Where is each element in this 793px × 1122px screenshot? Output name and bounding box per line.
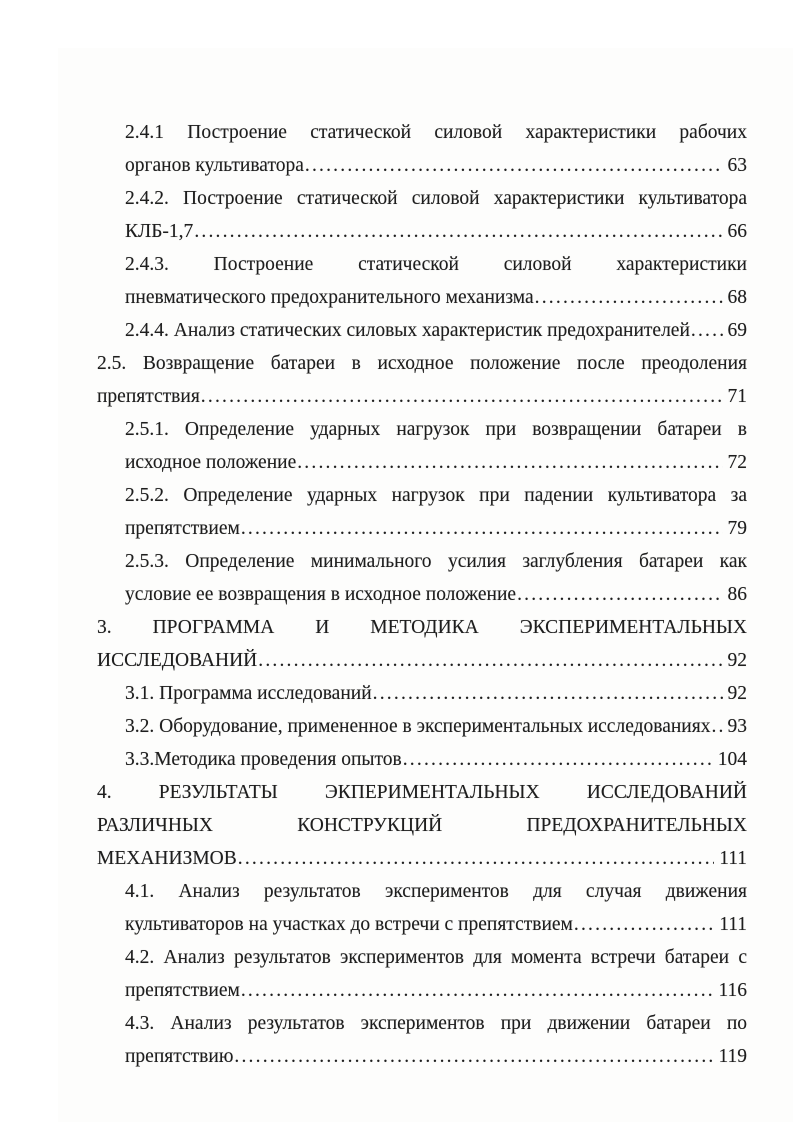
toc-entry-title: ИССЛЕДОВАНИЙ — [97, 650, 258, 671]
page-number: 111 — [719, 848, 747, 869]
toc-entry-title: препятствия — [97, 386, 200, 407]
toc-entry-final-line — [97, 380, 747, 413]
toc-list — [58, 48, 793, 1073]
dot-leader — [305, 149, 723, 182]
toc-entry-final-line — [125, 677, 747, 710]
dot-leader — [373, 677, 723, 710]
toc-entry-title: препятствием — [125, 980, 240, 1001]
page-number: 92 — [727, 683, 747, 704]
dot-leader — [258, 644, 722, 677]
page-number: 104 — [717, 749, 747, 770]
page-number: 71 — [727, 386, 747, 407]
toc-entry-text-line: 2.5.2. Определение ударных нагрузок при падении культиватора за — [125, 485, 747, 506]
toc-entry — [97, 347, 747, 413]
toc-entry-title: органов культиватора — [125, 155, 304, 176]
dot-leader — [234, 1040, 713, 1073]
toc-entry — [125, 413, 747, 479]
toc-entry — [125, 1007, 747, 1073]
dot-leader — [241, 974, 714, 1007]
toc-entry-text-line: РАЗЛИЧНЫХ КОНСТРУКЦИЙ ПРЕДОХРАНИТЕЛЬНЫХ — [97, 815, 747, 836]
toc-entry-final-line — [125, 215, 747, 248]
toc-entry-final-line — [125, 314, 747, 347]
toc-entry-final-line — [125, 446, 747, 479]
page-number: 111 — [719, 914, 747, 935]
page-number: 93 — [727, 716, 747, 737]
page-number: 72 — [727, 452, 747, 473]
toc-entry — [97, 776, 747, 875]
toc-entry-title: 3.1. Программа исследований — [125, 683, 372, 704]
toc-entry-final-line — [125, 743, 747, 776]
toc-entry-title: пневматического предохранительного механизма — [125, 287, 534, 308]
toc-entry — [125, 677, 747, 710]
toc-entry-title: 3.3.Методика проведения опытов — [125, 749, 402, 770]
dot-leader — [517, 578, 722, 611]
page-number: 86 — [727, 584, 747, 605]
toc-entry-text-line: 2.5.3. Определение минимального усилия заглубления батареи как — [125, 551, 747, 572]
toc-entry-title: 2.4.4. Анализ статических силовых характеристик предохранителей — [125, 320, 690, 341]
toc-entry-final-line — [125, 1040, 747, 1073]
toc-entry-text-line: 4.3. Анализ результатов экспериментов при движении батареи по — [125, 1013, 747, 1034]
toc-entry-final-line — [125, 512, 747, 545]
page-number: 69 — [727, 320, 747, 341]
toc-entry-final-line — [125, 710, 747, 743]
toc-entry-title: исходное положение — [125, 452, 297, 473]
page-number: 63 — [727, 155, 747, 176]
dot-leader — [201, 380, 723, 413]
dot-leader — [241, 512, 723, 545]
toc-entry-text-line: 2.5.1. Определение ударных нагрузок при возвращении батареи в — [125, 419, 747, 440]
dot-leader — [691, 314, 723, 347]
toc-entry-final-line — [125, 281, 747, 314]
dot-leader — [574, 908, 714, 941]
dot-leader — [535, 281, 723, 314]
toc-entry-final-line — [125, 578, 747, 611]
toc-entry-text-line: 4.2. Анализ результатов экспериментов для момента встречи батареи с — [125, 947, 747, 968]
page-number: 92 — [727, 650, 747, 671]
toc-entry-text-line: 2.5. Возвращение батареи в исходное положение после преодоления — [97, 353, 747, 374]
toc-entry-title: культиваторов на участках до встречи с препятствием — [125, 914, 573, 935]
toc-entry-text-line: 2.4.2. Построение статической силовой характеристики культиватора — [125, 188, 747, 209]
toc-entry — [125, 314, 747, 347]
toc-entry-title: условие ее возвращения в исходное положение — [125, 584, 517, 605]
dot-leader — [403, 743, 713, 776]
toc-entry — [125, 710, 747, 743]
toc-entry-final-line — [97, 842, 747, 875]
toc-entry-title: 3.2. Оборудование, примененное в экспериментальных исследованиях — [125, 716, 711, 737]
toc-entry-text-line: 2.4.1 Построение статической силовой характеристики рабочих — [125, 122, 747, 143]
page-number: 119 — [718, 1046, 747, 1067]
dot-leader — [194, 215, 722, 248]
toc-entry-final-line — [125, 908, 747, 941]
toc-entry — [125, 875, 747, 941]
toc-entry-text-line: 3. ПРОГРАММА И МЕТОДИКА ЭКСПЕРИМЕНТАЛЬНЫХ — [97, 617, 747, 638]
dot-leader — [711, 710, 722, 743]
toc-entry-final-line — [125, 149, 747, 182]
toc-entry-title: МЕХАНИЗМОВ — [97, 848, 237, 869]
dot-leader — [238, 842, 714, 875]
toc-entry — [125, 941, 747, 1007]
toc-entry — [125, 545, 747, 611]
page-number: 66 — [727, 221, 747, 242]
page-number: 116 — [718, 980, 747, 1001]
toc-entry-text-line: 4.1. Анализ результатов экспериментов для случая движения — [125, 881, 747, 902]
toc-entry — [125, 182, 747, 248]
page-number: 68 — [727, 287, 747, 308]
toc-entry-title: препятствием — [125, 518, 240, 539]
document-page — [58, 48, 793, 1122]
page-number: 79 — [727, 518, 747, 539]
toc-entry — [125, 116, 747, 182]
toc-entry-final-line — [125, 974, 747, 1007]
toc-entry — [125, 479, 747, 545]
toc-entry-text-line: 2.4.3. Построение статической силовой характеристики — [125, 254, 747, 275]
toc-entry-text-line: 4. РЕЗУЛЬТАТЫ ЭКПЕРИМЕНТАЛЬНЫХ ИССЛЕДОВАНИЙ — [97, 782, 747, 803]
toc-entry-title: препятствию — [125, 1046, 234, 1067]
toc-entry-final-line — [97, 644, 747, 677]
toc-entry-title: КЛБ-1,7 — [125, 221, 194, 242]
dot-leader — [297, 446, 722, 479]
toc-entry — [125, 248, 747, 314]
toc-entry — [125, 743, 747, 776]
toc-entry — [97, 611, 747, 677]
